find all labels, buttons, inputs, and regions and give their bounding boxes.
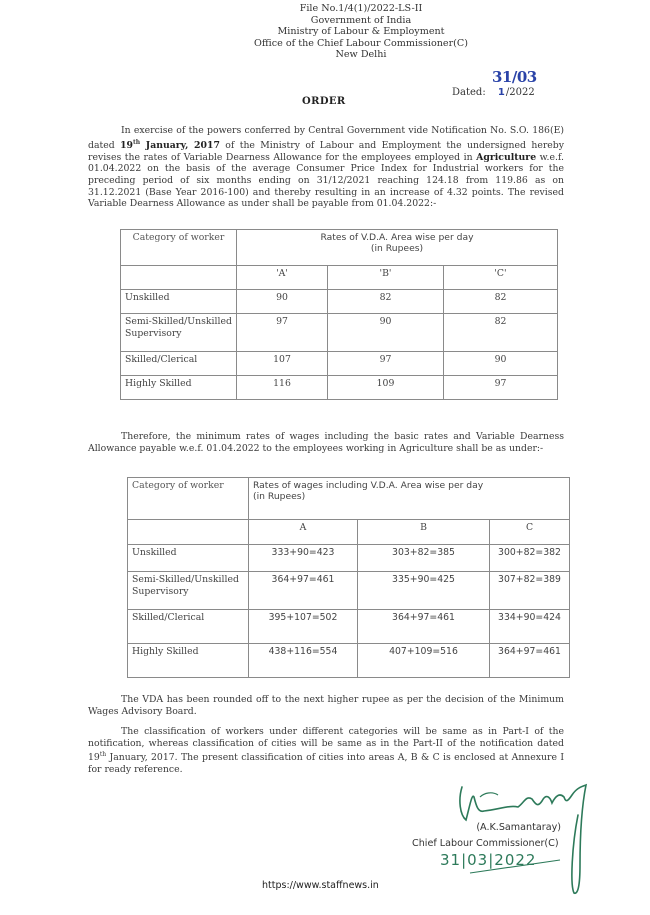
- para1-bold-date-day: 19: [120, 139, 134, 151]
- table-row: [121, 314, 558, 352]
- table2-header-rates: [249, 478, 570, 520]
- signatory-name: (A.K.Samantaray): [476, 822, 561, 833]
- table2-value: 364+97=461: [249, 572, 358, 610]
- table2-category: Skilled/Clerical: [128, 610, 249, 644]
- paragraph-vda-revision: [88, 125, 564, 210]
- paragraph-classification: [88, 726, 564, 776]
- table2-area-header: C: [490, 520, 570, 545]
- signature-handwritten-date: 31|03|2022: [440, 851, 537, 869]
- para1-superscript: th: [133, 138, 141, 146]
- signatory-designation: Chief Labour Commissioner(C): [412, 838, 559, 849]
- table2-value: 333+90=423: [249, 545, 358, 572]
- table-row: [128, 545, 570, 572]
- para1-text-2: of the Ministry of Labour and Employment the undersigned hereby revises the rates of Variable Dearness Allowance for the employees employed in: [88, 139, 565, 163]
- para4-text-1: The classification of workers under different categories will be same as in Part-I of the notification, whereas classification of cities will be same as in the Part-II of the notification dated 19: [88, 726, 564, 764]
- table2-value: 395+107=502: [249, 610, 358, 644]
- table-row: [121, 290, 558, 314]
- table2-value: 335+90=425: [358, 572, 490, 610]
- table2-value: 438+116=554: [249, 644, 358, 678]
- table1-value: 82: [444, 314, 558, 352]
- table1-category: Skilled/Clerical: [121, 352, 237, 376]
- table1-value: 107: [237, 352, 328, 376]
- table1-empty-cell: [121, 266, 237, 290]
- table2-value: 364+97=461: [358, 610, 490, 644]
- table1-value: 82: [328, 290, 444, 314]
- government-name: Government of India: [310, 14, 412, 26]
- para3-text: The VDA has been rounded off to the next higher rupee as per the decision of the Minimum Wages Advisory Board.: [88, 694, 564, 717]
- table-row: [128, 644, 570, 678]
- table1-value: 82: [444, 290, 558, 314]
- para1-bold-date: January, 2017: [140, 139, 220, 151]
- table1-area-header: 'B': [328, 266, 444, 290]
- table1-value: 97: [237, 314, 328, 352]
- table1-value: 97: [328, 352, 444, 376]
- table1-area-header: 'A': [237, 266, 328, 290]
- table2-header-rates-line1: Rates of wages including V.D.A. Area wise per day: [253, 480, 484, 491]
- table-row: [121, 352, 558, 376]
- table1-category: Unskilled: [121, 290, 237, 314]
- dated-year: /2022: [505, 87, 535, 98]
- para2-text: Therefore, the minimum rates of wages including the basic rates and Variable Dearness Allowance payable w.e.f. 01.04.2022 to the employees working in Agriculture shall be as under:-: [88, 431, 564, 454]
- minimum-wages-table: [127, 477, 570, 678]
- table1-header-rates-line2: (in Rupees): [370, 243, 424, 254]
- para4-text-2: January, 2017. The present classification of cities into areas A, B & C is enclosed at Annexure I for ready reference.: [88, 752, 564, 776]
- table1-header-rates-line1: Rates of V.D.A. Area wise per day: [320, 232, 474, 243]
- table2-value: 364+97=461: [490, 644, 570, 678]
- table2-category: Highly Skilled: [128, 644, 249, 678]
- table1-value: 97: [444, 376, 558, 400]
- para4-superscript: th: [99, 751, 107, 759]
- para1-bold-sector: Agriculture: [476, 151, 537, 163]
- para1-text-1: In exercise of the powers conferred by Central Government vide Notification No. S.O. 186(E) dated: [88, 125, 564, 151]
- paragraph-minimum-wages: [88, 431, 564, 454]
- table1-category: Semi-Skilled/Unskilled Supervisory: [121, 314, 237, 352]
- table2-category: Unskilled: [128, 545, 249, 572]
- table2-value: 300+82=382: [490, 545, 570, 572]
- ministry-name: Ministry of Labour & Employment: [277, 26, 445, 38]
- handwritten-date-correction: 31/03: [492, 68, 537, 86]
- table2-empty-cell: [128, 520, 249, 545]
- table1-value: 116: [237, 376, 328, 400]
- table-row: [121, 376, 558, 400]
- table2-header-category: Category of worker: [128, 478, 249, 520]
- document-title: ORDER: [302, 96, 346, 107]
- table2-area-header: A: [249, 520, 358, 545]
- table1-value: 90: [328, 314, 444, 352]
- file-number: File No.1/4(1)/2022-LS-II: [299, 3, 423, 14]
- table2-value: 303+82=385: [358, 545, 490, 572]
- handwritten-overwrite: 1: [497, 87, 505, 98]
- table1-value: 90: [444, 352, 558, 376]
- para1-text-3: w.e.f. 01.04.2022 on the basis of the average Consumer Price Index for Industrial workers for the preceding period of six months ending on 31/12/2021 reaching 124.18 from 119.86 as on 31.12.2021 (Base Year 2016-100) and thereby resulting in an increase of 4.32 points. The revised Variable Dearness Allowance as under shall be payable from 01.04.2022:-: [88, 151, 564, 210]
- paragraph-rounding-note: [88, 694, 564, 717]
- table2-value: 334+90=424: [490, 610, 570, 644]
- table2-value: 407+109=516: [358, 644, 490, 678]
- table1-value: 90: [237, 290, 328, 314]
- table2-header-rates-line2: (in Rupees): [253, 491, 306, 502]
- table1-area-header: 'C': [444, 266, 558, 290]
- table-row: [128, 610, 570, 644]
- city-name: New Delhi: [335, 49, 387, 61]
- dated-label: Dated:: [452, 87, 486, 98]
- table-row: [128, 572, 570, 610]
- table1-value: 109: [328, 376, 444, 400]
- table2-value: 307+82=389: [490, 572, 570, 610]
- table2-category: Semi-Skilled/Unskilled Supervisory: [128, 572, 249, 610]
- letterhead: [230, 3, 492, 61]
- source-url: https://www.staffnews.in: [262, 880, 379, 891]
- table2-area-header: B: [358, 520, 490, 545]
- dated-line: [452, 87, 535, 98]
- table1-header-rates: [237, 230, 558, 266]
- office-name: Office of the Chief Labour Commissioner(C): [253, 37, 468, 49]
- table1-header-category: Category of worker: [121, 230, 237, 266]
- vda-rates-table: [120, 229, 558, 400]
- table1-category: Highly Skilled: [121, 376, 237, 400]
